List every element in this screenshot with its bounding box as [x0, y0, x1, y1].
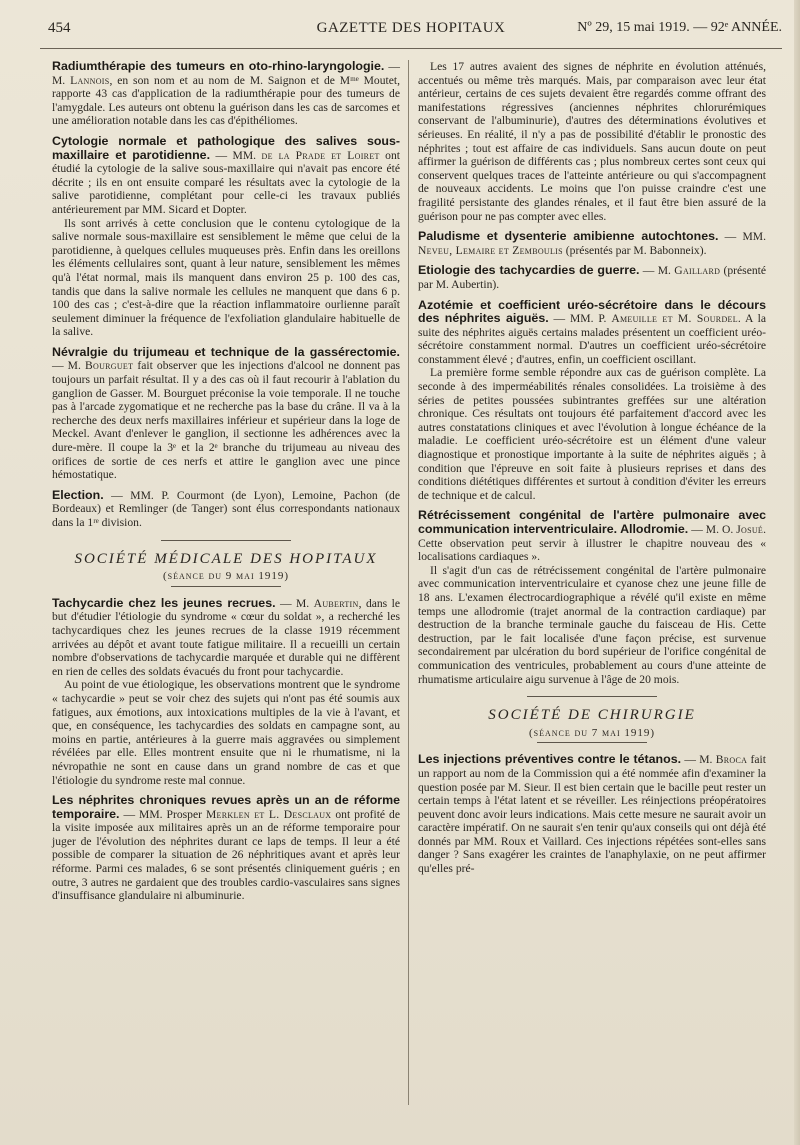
article-title: Névralgie du trijumeau et technique de la gassérectomie.: [52, 344, 400, 359]
article-title: Radiumthérapie des tumeurs en oto-rhino-laryngologie.: [52, 59, 385, 73]
article-author: Neveu, Lemaire et Zemboulis: [418, 243, 563, 257]
section-rule: [161, 540, 291, 541]
article-body: ont profité de la visite imposée aux militaires après un an de réforme temporaire pour juger de l'évolution des néphrites durant ce laps de temps. Il leur a été possible de comparer la situation de 26 néphritiques avant et après leur réforme. Parmi ces malades, 6 se sont présentés cliniquement guéris ; en outre, 3 autres ne gardaient que des troubles cardio-vasculaires sans signes d'insuffisance glandulaire ni albuminurie.: [52, 807, 401, 903]
left-column: [52, 60, 400, 910]
article-body: (présenté par M. Aubertin).: [418, 264, 766, 291]
right-column: [418, 60, 766, 883]
society-heading: SOCIÉTÉ DE CHIRURGIE: [488, 707, 696, 724]
article-title: Tachycardie chez les jeunes recrues.: [52, 595, 276, 610]
journal-title: GAZETTE DES HOPITAUX: [316, 20, 506, 36]
article-tetanos: Les injections préventives contre le tétanos. — M. Broca fait un rapport au nom de la Commission qui a été nommée afin d'examiner la question posée par M. Sieur. Il est bien certain que le bacille peut rester un certain temps à l'état latent et se réveiller. Les réinjections préopératoires peuvent donc avoir leurs indications. Mais cette mesure ne saurait avoir un caractère impératif. On ne saurait s'en tenir qu'aux conseils qui ont déjà été donnés par MM. Roux et Vaillard. Ces injections répétées sont-elles sans danger ? Sans exagérer les craintes de l'anaphylaxie, on ne peut affirmer qu'elles pré-: [418, 752, 766, 876]
article-author: Merklen et L. Desclaux: [205, 807, 332, 821]
article-cytologie: Cytologie normale et pathologique des salives sous-maxillaire et parotidienne. — MM. de la Prade et Loiret ont étudié la cytologie de la salive sous-maxillaire qui n'avait pas encore été décrite ; ils en ont ensuite comparé les résultats avec la cytologie de la salive parotidienne, complétant pour celle-ci les travaux publiés antérieurement par MM. Sicard et Dopter. Ils sont arrivés à cette conclusion que le contenu cytologique de la salive normale sous-maxillaire est sensiblement le même que celui de la parotidienne, à quelques cellules muqueuses près. Enfin dans les oreillons les éléments cellulaires sont, quant à leur nature, sensiblement les mêmes qu'à l'état normal, mais ils manquent dans environ 25 p. 100 des cas, tandis que dans la salive normale les cellules ne manquent que dans 6 p. 100 des cas ; c'est-à-dire que la réaction inflammatoire ourlienne paraît seulement diminuer la fréquence de l'exfoliation glandulaire habituelle de la salive.: [52, 133, 400, 339]
article-paragraph: Les 17 autres avaient des signes de néphrite en évolution atténués, accentués ou même très marqués. Mais, par comparaison avec leur état antérieur, certains de ces sujets devaient être regardés comme offrant des manifestations régressives (anciennes néphrites chlorurémiques conservant de l'albuminurie), d'autres des déterminations évolutives et sérieuses. En réalité, il n'y a pas de possibilité d'établir le pronostic des néphrites ; tout est affaire de cas individuels. Sans aucun doute on peut affirmer la guérison de différents cas ; plus nombreux certes sont ceux qui conservent quelques traces de l'atteinte antérieure ou qui s'accompagnent de nouveaux accidents. Le moins que l'on puisse craindre c'est une fragilité persistante des glandes rénales, et il faut être bien assuré de la guérison pour ne pas compter avec elles.: [418, 60, 766, 223]
article-nephrites: Les néphrites chroniques revues après un an de réforme temporaire. — MM. Prosper Merklen et L. Desclaux ont profité de la visite imposée aux militaires après un an de réforme temporaire pour juger de l'évolution des néphrites durant ce laps de temps. Il leur a été possible de comparer la situation de 26 néphritiques avant et après leur réforme. Parmi ces malades, 6 se sont présentés cliniquement guéris ; en outre, 3 autres ne gardaient que des troubles cardio-vasculaires sans signes d'insuffisance glandulaire ni albuminurie.: [52, 793, 401, 903]
article-author: Ameuille et M. Sourdel: [611, 312, 738, 326]
article-author: Aubertin: [313, 596, 359, 610]
article-author: Broca: [715, 753, 748, 767]
article-paragraph: La première forme semble répondre aux cas de guérison complète. La seconde à des imperméabilités rénales consolidées. La troisième à des séries de petites poussées subintrantes greffées sur une altération chronique. Ces résultats ont toujours été parfaitement d'accord avec les autres constatations cliniques et avec l'évolution à longue échéance de la maladie. Le coefficient uréo-sécrétoire est un élément d'une valeur diagnostique et pronostique importante à la suite de néphrites aiguës ; à condition que l'épreuve en soit faite à plusieurs reprises et dans des conditions diététiques différentes et surtout à condition d'éviter les erreurs de technique et de calcul.: [418, 366, 766, 502]
article-body: fait observer que les injections d'alcool ne donnent pas toujours un parfait résultat. Il y a des cas où il faut recourir à l'ablation du ganglion de Gasser. M. Bourguet préconise la voie temporale. Il ne touche pas à l'arcade zygomatique et ne recherche pas la base du crâne. Il va à la recherche des deux nerfs maxillaires inférieur et supérieur dans la loge de Meckel. Avant d'enlever le ganglion, il sectionne les adhérences avec la dure-mère. Il coupe la 3ᵉ et la 2ᵉ branche du trijumeau au niveau des orifices de sortie de ces nerfs et attire le ganglion avec une pince hémostatique.: [52, 359, 400, 482]
article-election: [52, 489, 400, 530]
article-body: (présentés par M. Babonneix).: [562, 243, 707, 257]
article-body: , dans le but d'étudier l'étiologie du syndrome « cœur du soldat », a recherché les tachycardiques chez les jeunes recrues de la classe 1919 récemment arrivées au dépôt et avant toute fatigue militaire. Il a recueilli un certain nombre d'observations de tachycardie marquée et durable qui ne diffèrent en rien de celles des soldats évacués du front pour tachycardie.: [52, 596, 400, 678]
article-paragraph: Au point de vue étiologique, les observations montrent que le syndrome « tachycardie » peut se voir chez des sujets qui n'ont pas été soumis aux fatigues, aux émotions, aux intoxications multiples de la vie à l'avant, et que, en conséquence, les tachycardies des soldats en campagne sont, au moins en partie, antérieures à la guerre mais aggravées ou simplement révélées par elle. Elles montrent ensuite que ni le rhumatisme, ni la névropathie ne sont en cause dans un grand nombre de cas et que l'étiologie du syndrome reste mal connue.: [52, 678, 400, 787]
article-title: Cytologie normale et pathologique des salives sous-maxillaire et parotidienne.: [52, 133, 400, 162]
section-rule: [527, 696, 657, 697]
society-heading: SOCIÉTÉ MÉDICALE DES HOPITAUX: [74, 550, 378, 567]
article-nephrites-continued: [418, 60, 766, 223]
column-divider: [408, 60, 409, 1105]
article-title: Les néphrites chroniques revues après un an de réforme temporaire.: [52, 793, 400, 821]
article-title: Les injections préventives contre le tétanos.: [418, 752, 682, 767]
article-body: ont étudié la cytologie de la salive sous-maxillaire qui n'avait pas encore été décrite ; ils en ont ensuite comparé les résultats avec la cytologie de la salive parotidienne, complétant pour celle-ci les travaux publiés antérieurement par MM. Sicard et Dopter.: [52, 148, 400, 216]
session-date: (séance du 7 mai 1919): [528, 726, 656, 739]
session-rule: [537, 742, 647, 743]
article-nevralgie: Névralgie du trijumeau et technique de la gassérectomie. — M. Bourguet fait observer que les injections d'alcool ne donnent pas toujours un parfait résultat. Il y a des cas où il faut recourir à l'ablation du ganglion de Gasser. M. Bourguet préconise la voie temporale. Il ne touche pas à l'arcade zygomatique et ne recherche pas la base du crâne. Il va à la recherche des deux nerfs maxillaires inférieur et supérieur dans la loge de Meckel. Avant d'enlever le ganglion, il sectionne les adhérences avec la dure-mère. Il coupe la 3ᵉ et la 2ᵉ branche du trijumeau au niveau des orifices de sortie de ces nerfs et attire le ganglion avec une pince hémostatique.: [52, 344, 400, 482]
article-author: Josué: [736, 523, 764, 536]
article-etiologie: Etiologie des tachycardies de guerre. — M. Gaillard (présenté par M. Aubertin).: [418, 263, 766, 291]
page-edge: [794, 0, 800, 1145]
article-paragraph: Il s'agit d'un cas de rétrécissement congénital de l'artère pulmonaire avec communication interventriculaire et cyanose chez une jeune fille de 18 ans. L'examen électrocardiographique a révélé qu'il existe en même temps une allodromie (trajet anormal de la contraction cardiaque) par destruction de la branche terminale gauche du faisceau de His. Cette destruction, par le fait localisée d'une façon précise, est survenue secondairement par ulcération du bord supérieur de l'orifice congénital de communication des ventricules, probablement au cours d'une atteinte de rhumatisme articulaire aigu survenue à l'âge de 20 mois.: [418, 563, 766, 686]
article-title: Etiologie des tachycardies de guerre.: [418, 263, 640, 278]
article-retrecissement: Rétrécissement congénital de l'artère pulmonaire avec communication interventriculaire. Allodromie. — M. O. Josué. Cette observation peut servir à illustrer le chapitre nouveau des « localisations cardiaques ». Il s'agit d'un cas de rétrécissement congénital de l'artère pulmonaire avec communication interventriculaire et cyanose chez une jeune fille de 18 ans. L'examen électrocardiographique a révélé qu'il existe en même temps une allodromie (trajet anormal de la contraction cardiaque) par destruction de la branche terminale gauche du faisceau de His. Cette destruction, par le fait localisée d'une façon précise, est survenue secondairement par ulcération du bord supérieur de l'orifice congénital de communication des ventricules, probablement au cours d'une atteinte de rhumatisme articulaire aigu survenue à l'âge de 20 mois.: [418, 508, 766, 686]
article-body: . Cette observation peut servir à illustrer le chapitre nouveau des « localisations cardiaques ».: [418, 523, 766, 564]
article-azotemie: Azotémie et coefficient uréo-sécrétoire dans le décours des néphrites aiguës. — MM. P. Ameuille et M. Sourdel. A la suite des néphrites aiguës certains malades présentent un coefficient uréo-sécrétoire constamment normal. D'autres un coefficient uréo-sécrétoire constamment élevé ; d'autres, enfin, un coefficient oscillant. La première forme semble répondre aux cas de guérison complète. La seconde à des imperméabilités rénales consolidées. La troisième à des séries de petites poussées subintrantes greffées sur une altération chronique. Ces résultats ont toujours été parfaitement d'accord avec les autres constatations cliniques et avec l'évolution à longue échéance de la maladie. Le coefficient uréo-sécrétoire est un élément d'une valeur diagnostique et pronostique importante à la suite de néphrites aiguës ; à condition que l'épreuve en soit faite à plusieurs reprises et dans des conditions diététiques différentes et surtout à condition d'éviter les erreurs de technique et de calcul.: [418, 297, 767, 502]
article-paragraph: Ils sont arrivés à cette conclusion que le contenu cytologique de la salive normale sous-maxillaire est sensiblement le même que celui de la parotidienne, à quelques cellules muqueuses près. Enfin dans les oreillons les éléments cellulaires sont, quant à leur nature, sensiblement les mêmes qu'à l'état normal, mais ils manquent dans environ 25 p. 100 des cas, tandis que dans la salive normale les cellules ne manquent que dans 6 p. 100 des cas ; c'est-à-dire que la réaction inflammatoire ourlienne paraît seulement diminuer la fréquence de l'exfoliation glandulaire habituelle de la salive.: [52, 216, 400, 339]
article-body: . A la suite des néphrites aiguës certains malades présentent un coefficient uréo-sécrétoire constamment normal. D'autres un coefficient uréo-sécrétoire constamment élevé ; d'autres, enfin, un coefficient oscillant.: [418, 312, 767, 366]
article-tachycardie: Tachycardie chez les jeunes recrues. — M. Aubertin, dans le but d'étudier l'étiologie du syndrome « cœur du soldat », a recherché les tachycardiques chez les jeunes recrues de la classe 1919 récemment arrivées au dépôt et avant toute fatigue militaire. Il a recueilli un certain nombre d'observations de tachycardie marquée et durable qui ne diffèrent en rien de celles des soldats évacués du front pour tachycardie. Au point de vue étiologique, les observations montrent que le syndrome « tachycardie » peut se voir chez des sujets qui n'ont pas été soumis aux fatigues, aux émotions, aux intoxications multiples de la vie à l'avant, et que, en conséquence, les tachycardies des soldats en campagne sont, au moins en partie, antérieures à la guerre mais aggravées ou simplement révélées par elle. Elles montrent ensuite que ni le rhumatisme, ni la névropathie ne sont en cause dans un grand nombre de cas et que l'étiologie du syndrome reste mal connue.: [52, 595, 400, 787]
session-date: (séance du 9 mai 1919): [162, 570, 290, 583]
article-body: — MM. P. Courmont (de Lyon), Lemoine, Pachon (de Bordeaux) et Remlinger (de Tanger) sont élus correspondants nationaux dans la 1ʳᵉ division.: [52, 488, 400, 529]
article-radiumtherapie: Radiumthérapie des tumeurs en oto-rhino-laryngologie. — M. Lannois, en son nom et au nom de M. Saignon et de Mᵐᵉ Moutet, rapporte 43 cas d'application de la radiumthérapie pour des tumeurs de l'amygdale. Les auteurs ont obtenu la guérison dans les cas de sarcomes et une amélioration notable dans les cas d'épithéliomes.: [52, 59, 400, 128]
article-title: Rétrécissement congénital de l'artère pulmonaire avec communication interventriculaire. Allodromie.: [418, 508, 766, 536]
page-number: 454: [48, 20, 71, 36]
article-author: Bourguet: [84, 359, 134, 373]
article-title: Azotémie et coefficient uréo-sécrétoire dans le décours des néphrites aiguës.: [418, 297, 766, 326]
article-paludisme: Paludisme et dysenterie amibienne autochtones. — MM. Neveu, Lemaire et Zemboulis (présentés par M. Babonneix).: [418, 229, 766, 257]
article-author: Lannois: [70, 73, 110, 87]
article-author: de la Prade et Loiret: [261, 148, 380, 162]
session-rule: [171, 586, 281, 587]
page-header: [40, 14, 782, 49]
article-title: Paludisme et dysenterie amibienne autochtones.: [418, 229, 719, 244]
issue-info: Nº 29, 15 mai 1919. — 92ᵉ ANNÉE.: [577, 20, 782, 35]
article-body: fait un rapport au nom de la Commission qui a été nommée afin d'examiner la question posée par M. Sieur. Il est bien certain que le bacille peut rester un certain temps à l'état latent et se réveiller. Les réinjections préopératoires peuvent donc avoir leurs indications. Mais cette mesure ne saurait avoir un caractère impératif. On ne saurait s'en tenir qu'aux conseils qui ont déjà été donnés par MM. Roux et Vaillard. Ces injections répétées sont-elles sans danger ? Sans exagérer les craintes de l'anaphylaxie, on ne peut affirmer qu'elles pré-: [418, 753, 766, 876]
article-author: Gaillard: [674, 264, 721, 278]
article-body: , en son nom et au nom de M. Saignon et de Mᵐᵉ Moutet, rapporte 43 cas d'application de la radiumthérapie pour des tumeurs de l'amygdale. Les auteurs ont obtenu la guérison dans les cas de sarcomes et une amélioration notable dans les cas d'épithéliomes.: [52, 73, 400, 128]
article-title: Election.: [52, 487, 104, 502]
